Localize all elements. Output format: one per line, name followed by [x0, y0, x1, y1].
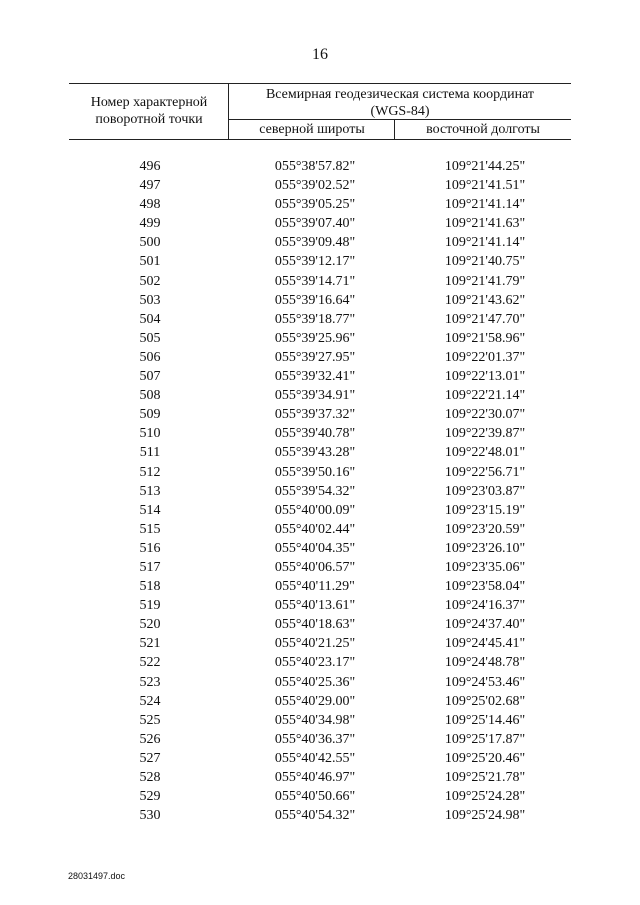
longitude-cell: 109°24'37.40": [444, 617, 526, 633]
longitude-cell: 109°24'45.41": [444, 636, 526, 652]
latitude-cell: 055°39'12.17": [274, 254, 356, 270]
latitude-cell: 055°39'02.52": [274, 178, 356, 194]
point-number-cell: 496: [139, 159, 161, 174]
table-row: [0, 653, 640, 672]
table-row: [0, 711, 640, 730]
point-number-cell: 507: [139, 369, 161, 385]
point-number-cell: 529: [139, 789, 161, 805]
table-row: [0, 214, 640, 233]
longitude-cell: 109°25'02.68": [444, 693, 526, 709]
table-row: [0, 367, 640, 386]
longitude-cell: 109°25'24.28": [444, 789, 526, 805]
latitude-cell: 055°39'27.95": [274, 349, 356, 365]
latitude-cell: 055°40'42.55": [274, 750, 356, 766]
table-row: [0, 787, 640, 806]
latitude-cell: 055°40'54.32": [274, 808, 356, 824]
longitude-cell: 109°24'16.37": [444, 598, 526, 614]
longitude-cell: 109°21'43.62": [444, 292, 526, 308]
point-number-cell: 504: [139, 311, 161, 327]
table-row: [0, 730, 640, 749]
table-row: [0, 692, 640, 711]
point-number-cell: 521: [139, 636, 161, 652]
table-row: [0, 749, 640, 768]
point-number-cell: 511: [139, 445, 161, 461]
table-row: [0, 233, 640, 252]
longitude-cell: 109°21'41.51": [444, 178, 526, 194]
point-number-cell: 517: [139, 559, 161, 575]
table-row: [0, 482, 640, 501]
point-number-cell: 520: [139, 617, 161, 633]
table-row: [0, 157, 640, 176]
table-row: [0, 806, 640, 825]
latitude-cell: 055°39'07.40": [274, 216, 356, 232]
longitude-cell: 109°21'41.63": [444, 216, 526, 232]
point-number-cell: 526: [139, 731, 161, 747]
coord-system-header-line1: Всемирная геодезическая система координат: [265, 87, 535, 102]
latitude-cell: 055°39'05.25": [274, 197, 356, 213]
longitude-cell: 109°21'41.14": [444, 197, 526, 213]
point-number-cell: 525: [139, 712, 161, 728]
latitude-cell: 055°40'04.35": [274, 540, 356, 556]
point-number-cell: 524: [139, 693, 161, 709]
point-number-cell: 513: [139, 483, 161, 499]
point-number-cell: 510: [139, 426, 161, 442]
point-number-cell: 498: [139, 197, 161, 213]
latitude-cell: 055°39'43.28": [274, 445, 356, 461]
point-number-cell: 519: [139, 598, 161, 614]
latitude-cell: 055°40'25.36": [274, 674, 356, 690]
table-row: [0, 424, 640, 443]
longitude-cell: 109°21'47.70": [444, 311, 526, 327]
point-column-header-line1: Номер характерной: [90, 95, 208, 110]
point-number-cell: 499: [139, 216, 161, 232]
table-row: [0, 272, 640, 291]
point-number-cell: 509: [139, 407, 161, 423]
point-number-cell: 522: [139, 655, 161, 671]
longitude-cell: 109°25'24.98": [444, 808, 526, 824]
latitude-cell: 055°39'32.41": [274, 369, 356, 385]
latitude-cell: 055°40'00.09": [274, 502, 356, 518]
latitude-cell: 055°40'46.97": [274, 770, 356, 785]
longitude-cell: 109°22'56.71": [444, 464, 526, 480]
latitude-cell: 055°39'40.78": [274, 426, 356, 442]
table-row: [0, 558, 640, 577]
longitude-cell: 109°24'53.46": [444, 674, 526, 690]
table-row: [0, 768, 640, 787]
table-row: [0, 520, 640, 539]
subheader-divider: [394, 120, 395, 139]
longitude-column-header: восточной долготы: [426, 122, 540, 137]
point-number-cell: 501: [139, 254, 161, 270]
latitude-cell: 055°39'34.91": [274, 388, 356, 404]
longitude-cell: 109°22'21.14": [444, 388, 526, 404]
table-row: [0, 577, 640, 596]
longitude-cell: 109°23'03.87": [444, 483, 526, 499]
footer-filename: 28031497.doc: [68, 871, 126, 881]
table-top-rule: [69, 83, 571, 84]
latitude-cell: 055°40'13.61": [274, 598, 356, 614]
longitude-cell: 109°23'15.19": [444, 502, 526, 518]
longitude-cell: 109°22'39.87": [444, 426, 526, 442]
longitude-cell: 109°23'35.06": [444, 559, 526, 575]
latitude-cell: 055°39'25.96": [274, 330, 356, 346]
longitude-cell: 109°22'13.01": [444, 369, 526, 385]
longitude-cell: 109°23'20.59": [444, 521, 526, 537]
point-number-cell: 503: [139, 292, 161, 308]
latitude-cell: 055°40'02.44": [274, 521, 356, 537]
longitude-cell: 109°25'20.46": [444, 750, 526, 766]
latitude-cell: 055°40'18.63": [274, 617, 356, 633]
table-row: [0, 386, 640, 405]
latitude-cell: 055°40'50.66": [274, 789, 356, 805]
table-row: [0, 291, 640, 310]
coord-system-header-line2: (WGS-84): [370, 104, 430, 119]
longitude-cell: 109°21'58.96": [444, 330, 526, 346]
point-number-cell: 528: [139, 770, 161, 785]
point-number-cell: 505: [139, 330, 161, 346]
page-number: 16: [312, 46, 328, 63]
latitude-cell: 055°39'50.16": [274, 464, 356, 480]
point-number-cell: 516: [139, 540, 161, 556]
latitude-cell: 055°40'23.17": [274, 655, 356, 671]
point-number-cell: 506: [139, 349, 161, 365]
longitude-cell: 109°25'14.46": [444, 712, 526, 728]
table-row: [0, 463, 640, 482]
table-row: [0, 195, 640, 214]
latitude-cell: 055°38'57.82": [274, 159, 356, 174]
point-number-cell: 527: [139, 750, 161, 766]
latitude-cell: 055°40'21.25": [274, 636, 356, 652]
point-number-cell: 530: [139, 808, 161, 824]
latitude-cell: 055°39'37.32": [274, 407, 356, 423]
longitude-cell: 109°21'40.75": [444, 254, 526, 270]
table-body: [0, 157, 640, 825]
point-number-cell: 523: [139, 674, 161, 690]
point-number-cell: 518: [139, 579, 161, 595]
point-number-cell: 508: [139, 388, 161, 404]
table-row: [0, 405, 640, 424]
longitude-cell: 109°22'01.37": [444, 349, 526, 365]
table-row: [0, 673, 640, 692]
longitude-cell: 109°24'48.78": [444, 655, 526, 671]
table-row: [0, 252, 640, 271]
point-number-cell: 514: [139, 502, 161, 518]
table-row: [0, 596, 640, 615]
point-column-header-line2: поворотной точки: [95, 112, 203, 127]
point-number-cell: 500: [139, 235, 161, 251]
table-row: [0, 348, 640, 367]
table-row: [0, 501, 640, 520]
latitude-cell: 055°39'09.48": [274, 235, 356, 251]
longitude-cell: 109°21'44.25": [444, 159, 526, 174]
latitude-cell: 055°39'14.71": [274, 273, 356, 289]
latitude-cell: 055°40'11.29": [275, 579, 355, 595]
table-row: [0, 176, 640, 195]
longitude-cell: 109°21'41.79": [444, 273, 526, 289]
point-number-cell: 515: [139, 521, 161, 537]
table-row: [0, 634, 640, 653]
point-number-cell: 497: [139, 178, 161, 194]
point-column-header: [72, 94, 226, 128]
latitude-cell: 055°40'34.98": [274, 712, 356, 728]
header-divider: [228, 83, 229, 139]
coord-system-header: [230, 86, 570, 120]
table-row: [0, 615, 640, 634]
longitude-cell: 109°25'17.87": [444, 731, 526, 747]
longitude-cell: 109°23'26.10": [444, 540, 526, 556]
table-row: [0, 329, 640, 348]
table-row: [0, 539, 640, 558]
latitude-cell: 055°39'54.32": [274, 483, 356, 499]
latitude-column-header: северной широты: [259, 122, 365, 137]
header-bottom-rule: [69, 139, 571, 140]
longitude-cell: 109°25'21.78": [444, 770, 526, 785]
table-row: [0, 310, 640, 329]
table-row: [0, 443, 640, 462]
point-number-cell: 502: [139, 273, 161, 289]
longitude-cell: 109°23'58.04": [444, 579, 526, 595]
longitude-cell: 109°21'41.14": [444, 235, 526, 251]
latitude-cell: 055°40'06.57": [274, 559, 356, 575]
latitude-cell: 055°40'36.37": [274, 731, 356, 747]
longitude-cell: 109°22'30.07": [444, 407, 526, 423]
point-number-cell: 512: [139, 464, 161, 480]
latitude-cell: 055°39'16.64": [274, 292, 356, 308]
latitude-cell: 055°40'29.00": [274, 693, 356, 709]
latitude-cell: 055°39'18.77": [274, 311, 356, 327]
longitude-cell: 109°22'48.01": [444, 445, 526, 461]
